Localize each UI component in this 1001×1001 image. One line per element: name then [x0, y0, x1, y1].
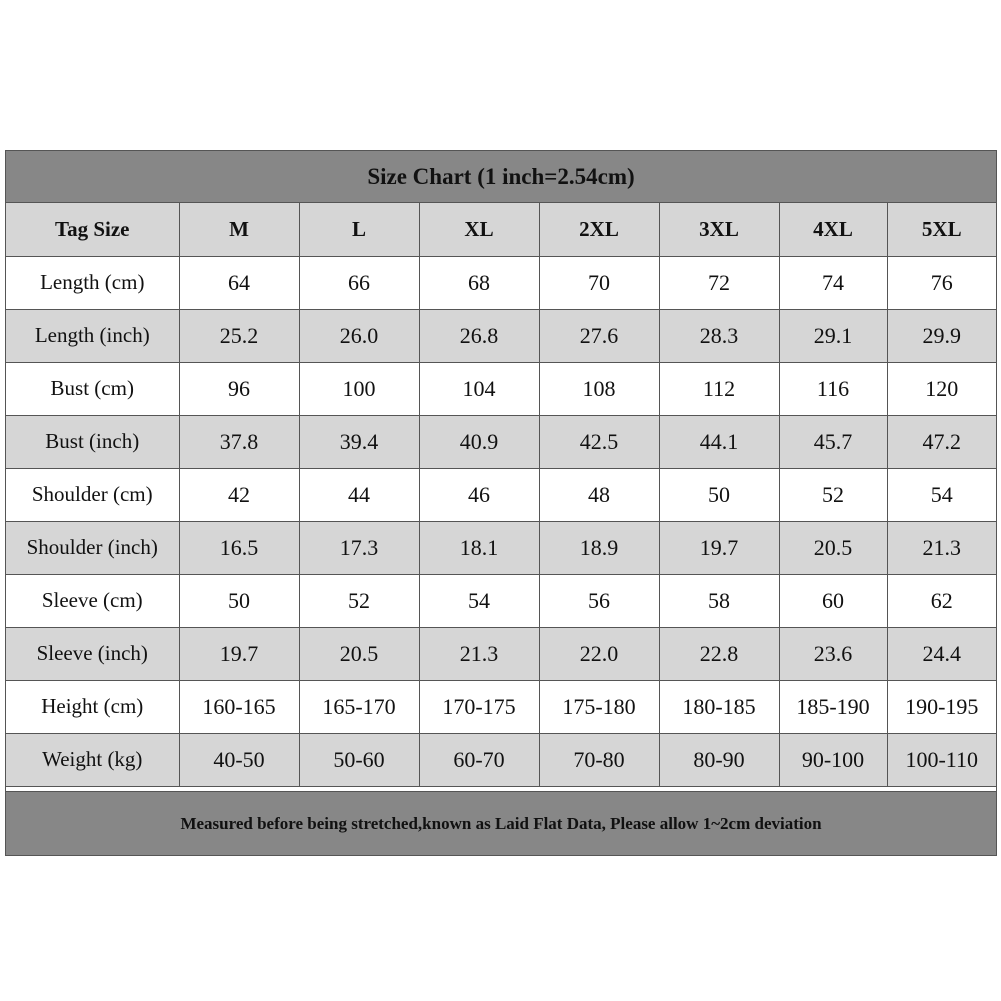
table-cell: 62 — [887, 574, 996, 627]
table-cell: 45.7 — [779, 415, 887, 468]
table-cell: 76 — [887, 256, 996, 309]
table-cell: 48 — [539, 468, 659, 521]
header-size-5xl: 5XL — [887, 203, 996, 256]
table-cell: 108 — [539, 362, 659, 415]
row-label: Bust (cm) — [6, 362, 179, 415]
table-cell: 22.8 — [659, 627, 779, 680]
table-cell: 66 — [299, 256, 419, 309]
table-row — [6, 309, 996, 362]
table-cell: 70-80 — [539, 733, 659, 786]
table-cell: 27.6 — [539, 309, 659, 362]
table-cell: 60-70 — [419, 733, 539, 786]
table-cell: 64 — [179, 256, 299, 309]
table-row — [6, 362, 996, 415]
table-cell: 42 — [179, 468, 299, 521]
chart-title: Size Chart (1 inch=2.54cm) — [6, 151, 996, 203]
header-size-l: L — [299, 203, 419, 256]
table-cell: 28.3 — [659, 309, 779, 362]
table-cell: 56 — [539, 574, 659, 627]
table-cell: 46 — [419, 468, 539, 521]
table-cell: 37.8 — [179, 415, 299, 468]
table-cell: 50 — [659, 468, 779, 521]
table-cell: 39.4 — [299, 415, 419, 468]
table-cell: 21.3 — [419, 627, 539, 680]
table-row — [6, 415, 996, 468]
table-cell: 90-100 — [779, 733, 887, 786]
table-cell: 52 — [779, 468, 887, 521]
table-cell: 96 — [179, 362, 299, 415]
table-cell: 68 — [419, 256, 539, 309]
row-label: Sleeve (cm) — [6, 574, 179, 627]
table-cell: 70 — [539, 256, 659, 309]
table-cell: 19.7 — [659, 521, 779, 574]
table-cell: 20.5 — [779, 521, 887, 574]
table-cell: 54 — [887, 468, 996, 521]
table-cell: 50 — [179, 574, 299, 627]
table-cell: 44 — [299, 468, 419, 521]
table-cell: 20.5 — [299, 627, 419, 680]
table-cell: 104 — [419, 362, 539, 415]
table-cell: 72 — [659, 256, 779, 309]
table-cell: 116 — [779, 362, 887, 415]
table-cell: 26.8 — [419, 309, 539, 362]
table-cell: 80-90 — [659, 733, 779, 786]
table-cell: 52 — [299, 574, 419, 627]
table-cell: 50-60 — [299, 733, 419, 786]
table-cell: 120 — [887, 362, 996, 415]
table-cell: 54 — [419, 574, 539, 627]
row-label: Shoulder (inch) — [6, 521, 179, 574]
row-label: Length (inch) — [6, 309, 179, 362]
table-cell: 112 — [659, 362, 779, 415]
row-label: Weight (kg) — [6, 733, 179, 786]
table-cell: 40.9 — [419, 415, 539, 468]
table-cell: 29.9 — [887, 309, 996, 362]
header-size-m: M — [179, 203, 299, 256]
table-cell: 160-165 — [179, 680, 299, 733]
table-cell: 42.5 — [539, 415, 659, 468]
table-cell: 180-185 — [659, 680, 779, 733]
table-cell: 74 — [779, 256, 887, 309]
table-cell: 190-195 — [887, 680, 996, 733]
table-cell: 18.1 — [419, 521, 539, 574]
table-cell: 21.3 — [887, 521, 996, 574]
table-row — [6, 521, 996, 574]
table-cell: 26.0 — [299, 309, 419, 362]
size-chart — [5, 150, 997, 856]
table-cell: 100-110 — [887, 733, 996, 786]
table-cell: 165-170 — [299, 680, 419, 733]
table-cell: 44.1 — [659, 415, 779, 468]
table-row — [6, 680, 996, 733]
header-tag-size: Tag Size — [6, 203, 179, 256]
table-cell: 40-50 — [179, 733, 299, 786]
row-label: Bust (inch) — [6, 415, 179, 468]
table-cell: 23.6 — [779, 627, 887, 680]
header-size-2xl: 2XL — [539, 203, 659, 256]
table-row — [6, 627, 996, 680]
table-row — [6, 733, 996, 786]
table-cell: 22.0 — [539, 627, 659, 680]
table-cell: 58 — [659, 574, 779, 627]
table-cell: 100 — [299, 362, 419, 415]
table-cell: 25.2 — [179, 309, 299, 362]
table-cell: 19.7 — [179, 627, 299, 680]
row-label: Length (cm) — [6, 256, 179, 309]
row-label: Height (cm) — [6, 680, 179, 733]
table-cell: 16.5 — [179, 521, 299, 574]
header-size-4xl: 4XL — [779, 203, 887, 256]
header-size-3xl: 3XL — [659, 203, 779, 256]
table-cell: 18.9 — [539, 521, 659, 574]
header-row — [6, 203, 996, 256]
table-row — [6, 256, 996, 309]
row-label: Shoulder (cm) — [6, 468, 179, 521]
table-cell: 175-180 — [539, 680, 659, 733]
table-cell: 60 — [779, 574, 887, 627]
header-size-xl: XL — [419, 203, 539, 256]
table-cell: 17.3 — [299, 521, 419, 574]
table-cell: 47.2 — [887, 415, 996, 468]
table-row — [6, 468, 996, 521]
table-row — [6, 574, 996, 627]
table-cell: 170-175 — [419, 680, 539, 733]
table-cell: 24.4 — [887, 627, 996, 680]
table-cell: 185-190 — [779, 680, 887, 733]
size-table — [6, 203, 996, 787]
table-cell: 29.1 — [779, 309, 887, 362]
row-label: Sleeve (inch) — [6, 627, 179, 680]
deviation-note: Measured before being stretched,known as Laid Flat Data, Please allow 1~2cm deviation — [6, 791, 996, 855]
